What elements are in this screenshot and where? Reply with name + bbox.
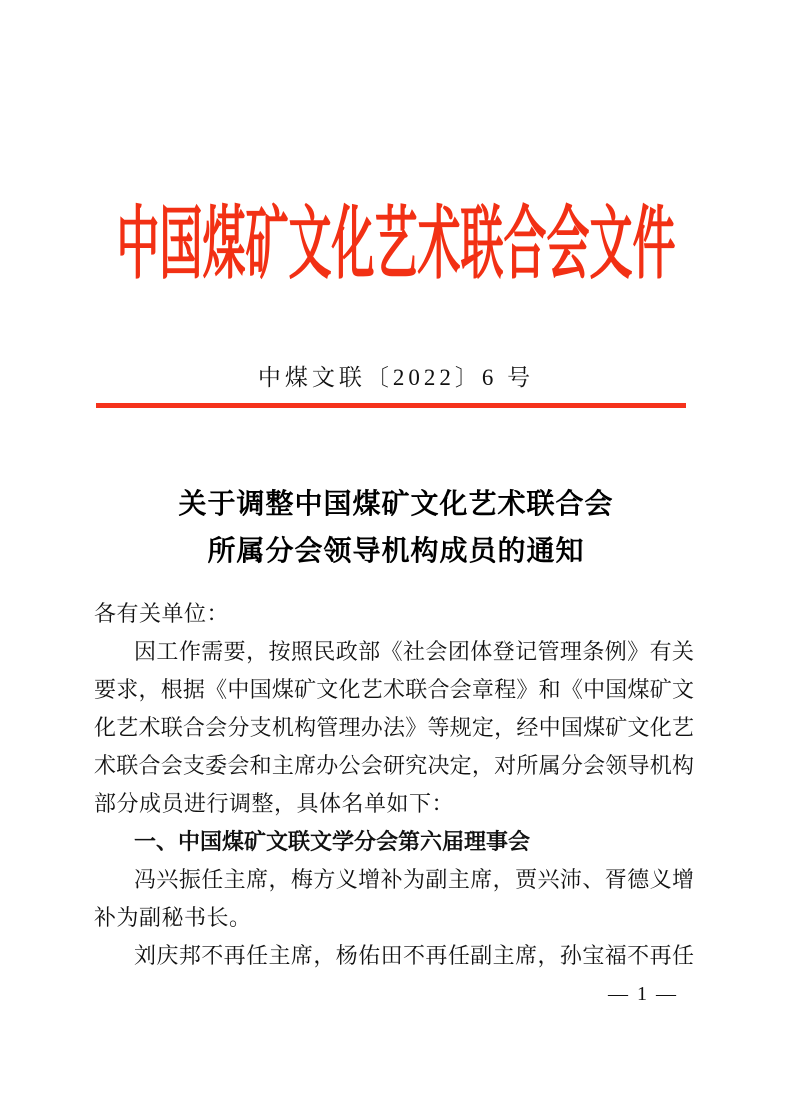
body-line: 因工作需要，按照民政部《社会团体登记管理条例》有关 <box>134 639 694 664</box>
section-heading: 一、中国煤矿文联文学分会第六届理事会 <box>134 829 531 854</box>
body-line: 刘庆邦不再任主席，杨佑田不再任副主席，孙宝福不再任 <box>134 943 694 968</box>
body-line: 化艺术联合会分支机构管理办法》等规定，经中国煤矿文化艺 <box>94 715 694 740</box>
red-divider-rule <box>96 403 686 408</box>
body-line: 补为副秘书长。 <box>94 905 252 930</box>
notice-title-line2: 所属分会领导机构成员的通知 <box>207 536 585 567</box>
body-line: 冯兴振任主席，梅方义增补为副主席，贾兴沛、胥德义增 <box>134 867 694 892</box>
body-line: 部分成员进行调整，具体名单如下： <box>94 791 455 816</box>
body-line: 术联合会支委会和主席办公会研究决定，对所属分会领导机构 <box>94 753 694 778</box>
page-number: — 1 — <box>608 983 678 1005</box>
body-line: 要求，根据《中国煤矿文化艺术联合会章程》和《中国煤矿文 <box>94 677 694 702</box>
notice-title-line1: 关于调整中国煤矿文化艺术联合会 <box>178 489 614 520</box>
notice-body <box>94 595 694 975</box>
red-header-banner-wrap <box>0 202 792 290</box>
doc-reference-number: 中煤文联〔2022〕6 号 <box>257 365 535 390</box>
notice-title <box>96 481 696 575</box>
org-document-banner: 中国煤矿文化艺术联合会文件 <box>116 202 676 290</box>
salutation-line: 各有关单位： <box>94 601 230 626</box>
